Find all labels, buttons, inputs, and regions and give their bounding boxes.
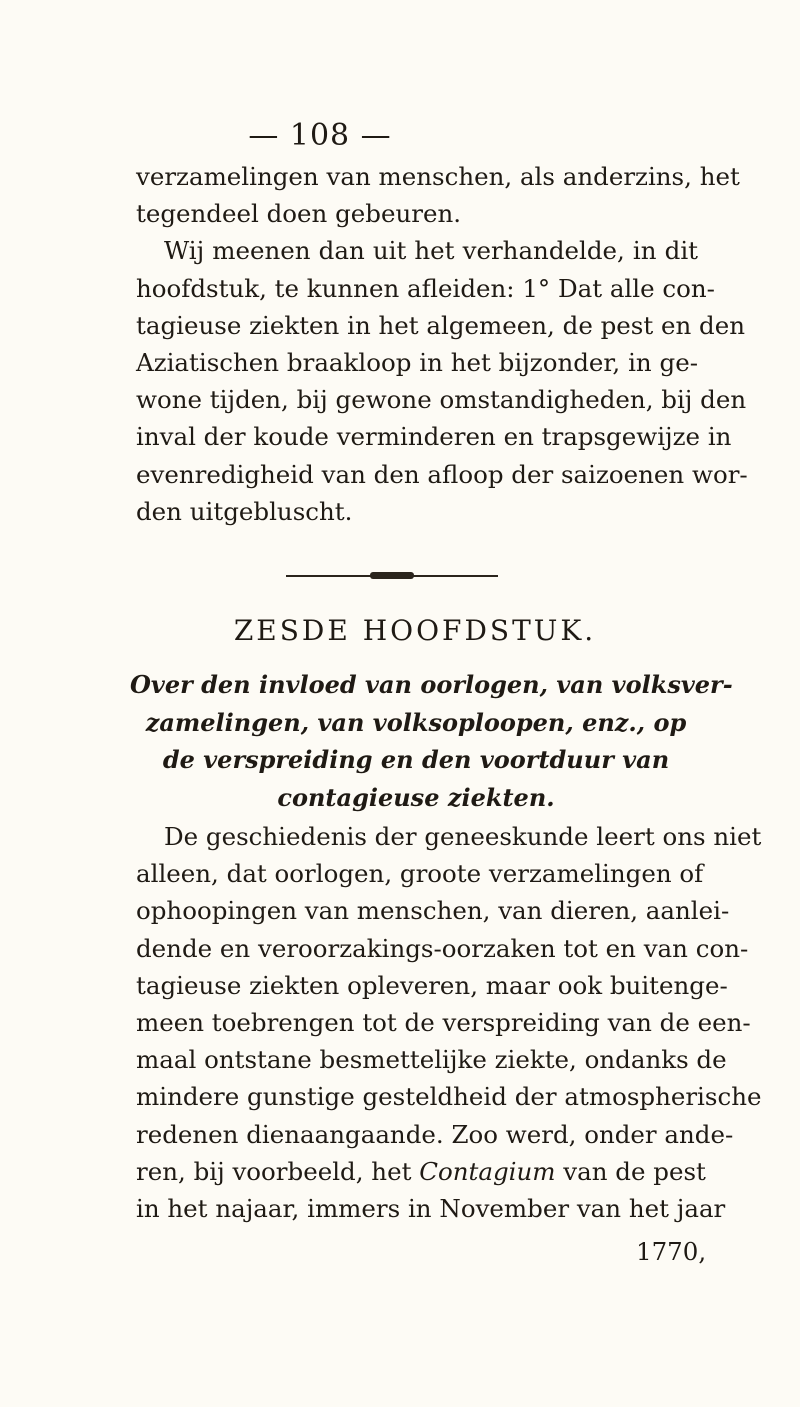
text-line: Wij meenen dan uit het verhandelde, in dit	[164, 236, 698, 266]
chapter-summary	[130, 666, 733, 816]
catchword: 1770,	[636, 1237, 707, 1266]
text-line: maal ontstane besmettelijke ziekte, ondanks de	[136, 1045, 727, 1075]
text-line: mindere gunstige gesteldheid der atmospherische	[136, 1082, 762, 1112]
text-run: ren, bij voorbeeld, het	[136, 1156, 412, 1186]
text-line: hoofdstuk, te kunnen afleiden: 1° Dat alle con-	[136, 273, 715, 303]
text-line: evenredigheid van den afloop der saizoenen wor-	[136, 459, 748, 489]
text-line: den uitgebluscht.	[136, 496, 353, 526]
text-line: wone tijden, bij gewone omstandigheden, bij den	[136, 385, 747, 415]
summary-line: contagieuse ziekten.	[277, 782, 555, 812]
chapter-divider-ornament	[370, 572, 414, 579]
text-line: Aziatischen braakloop in het bijzonder, in ge-	[136, 348, 698, 378]
text-line: De geschiedenis der geneeskunde leert ons niet	[164, 822, 762, 851]
text-line: verzamelingen van menschen, als anderzins, het	[136, 162, 740, 191]
chapter-title: ZESDE HOOFDSTUK.	[233, 614, 597, 647]
summary-line: de verspreiding en den voortduur van	[162, 745, 670, 774]
page-number: — 108 —	[248, 118, 392, 153]
text-line: tagieuse ziekten in het algemeen, de pest en den	[136, 310, 746, 340]
text-line: dende en veroorzakings-oorzaken tot en van con-	[136, 933, 749, 963]
summary-line: zamelingen, van volksoploopen, enz., op	[145, 707, 687, 737]
text-run: van de pest	[563, 1156, 706, 1186]
italic-term: Contagium	[419, 1156, 556, 1186]
text-line: meen toebrengen tot de verspreiding van de een-	[136, 1008, 751, 1038]
text-line: redenen dienaangaande. Zoo werd, onder ande-	[136, 1119, 734, 1149]
closing-paragraph	[136, 158, 748, 530]
text-line: alleen, dat oorlogen, groote verzamelingen of	[136, 859, 704, 889]
text-line: in het najaar, immers in November van het jaar	[136, 1194, 726, 1224]
text-line: ophoopingen van menschen, van dieren, aanlei-	[136, 896, 730, 926]
summary-line: Over den invloed van oorlogen, van volksver-	[130, 670, 733, 699]
text-line: tagieuse ziekten opleveren, maar ook buitenge-	[136, 970, 728, 1000]
text-line: tegendeel doen gebeuren.	[136, 199, 462, 229]
text-line: inval der koude verminderen en trapsgewijze in	[136, 422, 732, 452]
opening-paragraph	[136, 818, 762, 1227]
text-line-mixed	[136, 1153, 706, 1190]
